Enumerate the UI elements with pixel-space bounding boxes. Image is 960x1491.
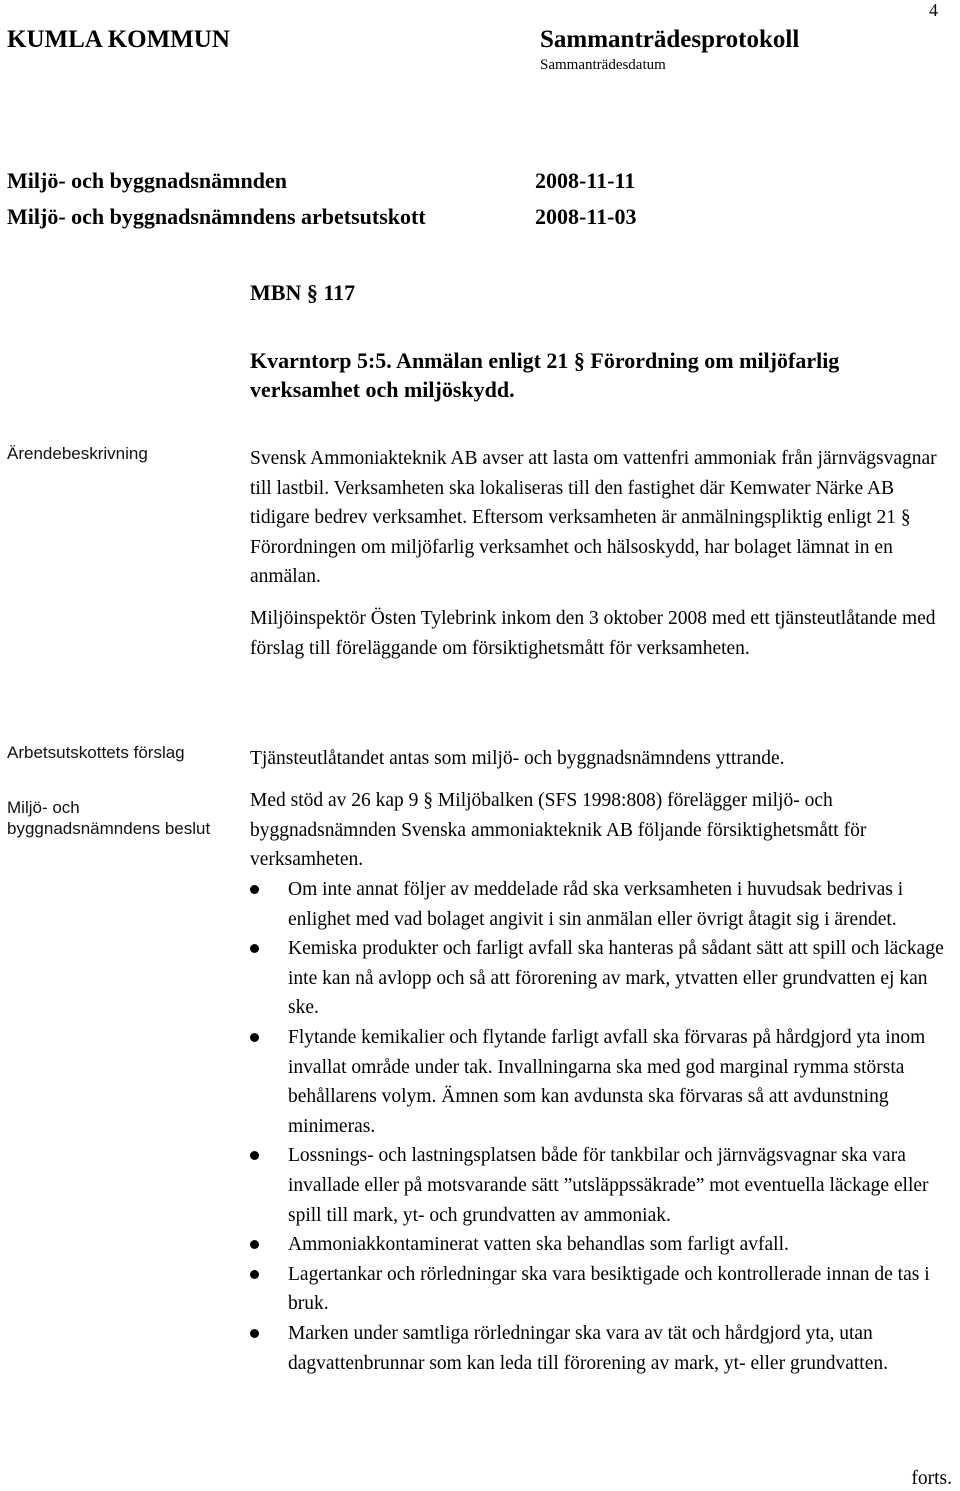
description-paragraph: Miljöinspektör Östen Tylebrink inkom den 3 oktober 2008 med ett tjänsteutlåtande med förslag till föreläggande om försiktighetsmått för verksamheten.: [250, 607, 936, 659]
side-label-proposal: Arbetsutskottets förslag: [7, 743, 185, 762]
bullet-icon: [250, 885, 259, 894]
bullet-icon: [250, 1270, 259, 1279]
bullet-icon: [250, 1151, 259, 1160]
bullet-icon: [250, 1240, 259, 1249]
section-number: MBN § 117: [250, 280, 356, 305]
list-item-text: Ammoniakkontaminerat vatten ska behandlas som farligt avfall.: [288, 1234, 789, 1256]
list-item: [250, 1260, 956, 1319]
meeting-date: 2008-11-03: [535, 204, 637, 229]
list-item-text: Flytande kemikalier och flytande farligt avfall ska förvaras på hårdgjord yta inom invallat område under tak. Invallningarna ska med god marginal rymma största behållarens volym. Ämnen som kan avdunsta ska förvaras så att avdunstning minimeras.: [288, 1026, 926, 1137]
bullet-icon: [250, 1329, 259, 1338]
page-number: 4: [929, 0, 938, 20]
list-item: [250, 875, 956, 934]
description-paragraph: Svensk Ammoniakteknik AB avser att lasta om vattenfri ammoniak från järnvägsvagnar till lastbil. Verksamheten ska lokaliseras till den fastighet där Kemwater Närke AB tidigare bedrev verksamhet. Eftersom verksamheten är anmälningspliktig enligt 21 § Förordningen om miljöfarlig verksamhet och hälsoskydd, har bolaget lämnat in en anmälan.: [250, 448, 937, 588]
list-item: [250, 1319, 956, 1378]
proposal-text: Tjänsteutlåtandet antas som miljö- och byggnadsnämndens yttrande.: [250, 748, 785, 769]
organization-name: KUMLA KOMMUN: [7, 26, 230, 53]
section-title-line: Kvarntorp 5:5. Anmälan enligt 21 § Förordning om miljöfarlig: [250, 348, 840, 373]
list-item: [250, 1141, 956, 1230]
list-item: [250, 1230, 956, 1260]
description-block: [250, 444, 956, 663]
list-item-text: Marken under samtliga rörledningar ska vara av tät och hårdgjord yta, utan dagvattenbrunnar som kan leda till förorening av mark, yt- eller grundvatten.: [288, 1322, 888, 1374]
decision-list: [250, 875, 956, 1378]
list-item-text: Kemiska produkter och farligt avfall ska hanteras på sådant sätt att spill och läckage inte kan nå avlopp och så att förorening av mark, ytvatten eller grundvatten ej kan ske.: [288, 938, 944, 1019]
meeting-body: Miljö- och byggnadsnämnden: [7, 168, 287, 193]
document-type: Sammanträdesprotokoll: [540, 26, 800, 53]
list-item-text: Lossnings- och lastningsplatsen både för tankbilar och järnvägsvagnar ska vara invallade eller på motsvarande sätt ”utsläppssäkrade” mot eventuella läckage eller spill till mark, yt- och grundvatten av ammoniak.: [288, 1145, 929, 1226]
list-item-text: Lagertankar och rörledningar ska vara besiktigade och kontrollerade innan de tas i bruk.: [288, 1263, 930, 1315]
decision-intro: Med stöd av 26 kap 9 § Miljöbalken (SFS 1998:808) förelägger miljö- och byggnadsnämnden Svenska ammoniakteknik AB följande försiktighetsmått för verksamheten.: [250, 790, 867, 871]
list-item: [250, 934, 956, 1023]
meeting-date-label: Sammanträdesdatum: [540, 57, 666, 73]
section-title-line: verksamhet och miljöskydd.: [250, 377, 515, 402]
continued-marker: forts.: [911, 1468, 952, 1489]
side-label-description: Ärendebeskrivning: [7, 444, 148, 463]
section-title: [250, 346, 950, 404]
list-item-text: Om inte annat följer av meddelade råd ska verksamheten i huvudsak bedrivas i enlighet med vad bolaget angivit i sin anmälan eller övrigt åtagit sig i ärendet.: [288, 879, 904, 930]
meeting-date: 2008-11-11: [535, 168, 636, 193]
bullet-icon: [250, 1033, 259, 1042]
side-label-line: byggnadsnämndens beslut: [7, 819, 211, 838]
list-item: [250, 1023, 956, 1141]
meeting-body: Miljö- och byggnadsnämndens arbetsutskott: [7, 204, 426, 229]
side-label-decision: [7, 797, 210, 839]
side-label-line: Miljö- och: [7, 798, 80, 817]
bullet-icon: [250, 944, 259, 953]
